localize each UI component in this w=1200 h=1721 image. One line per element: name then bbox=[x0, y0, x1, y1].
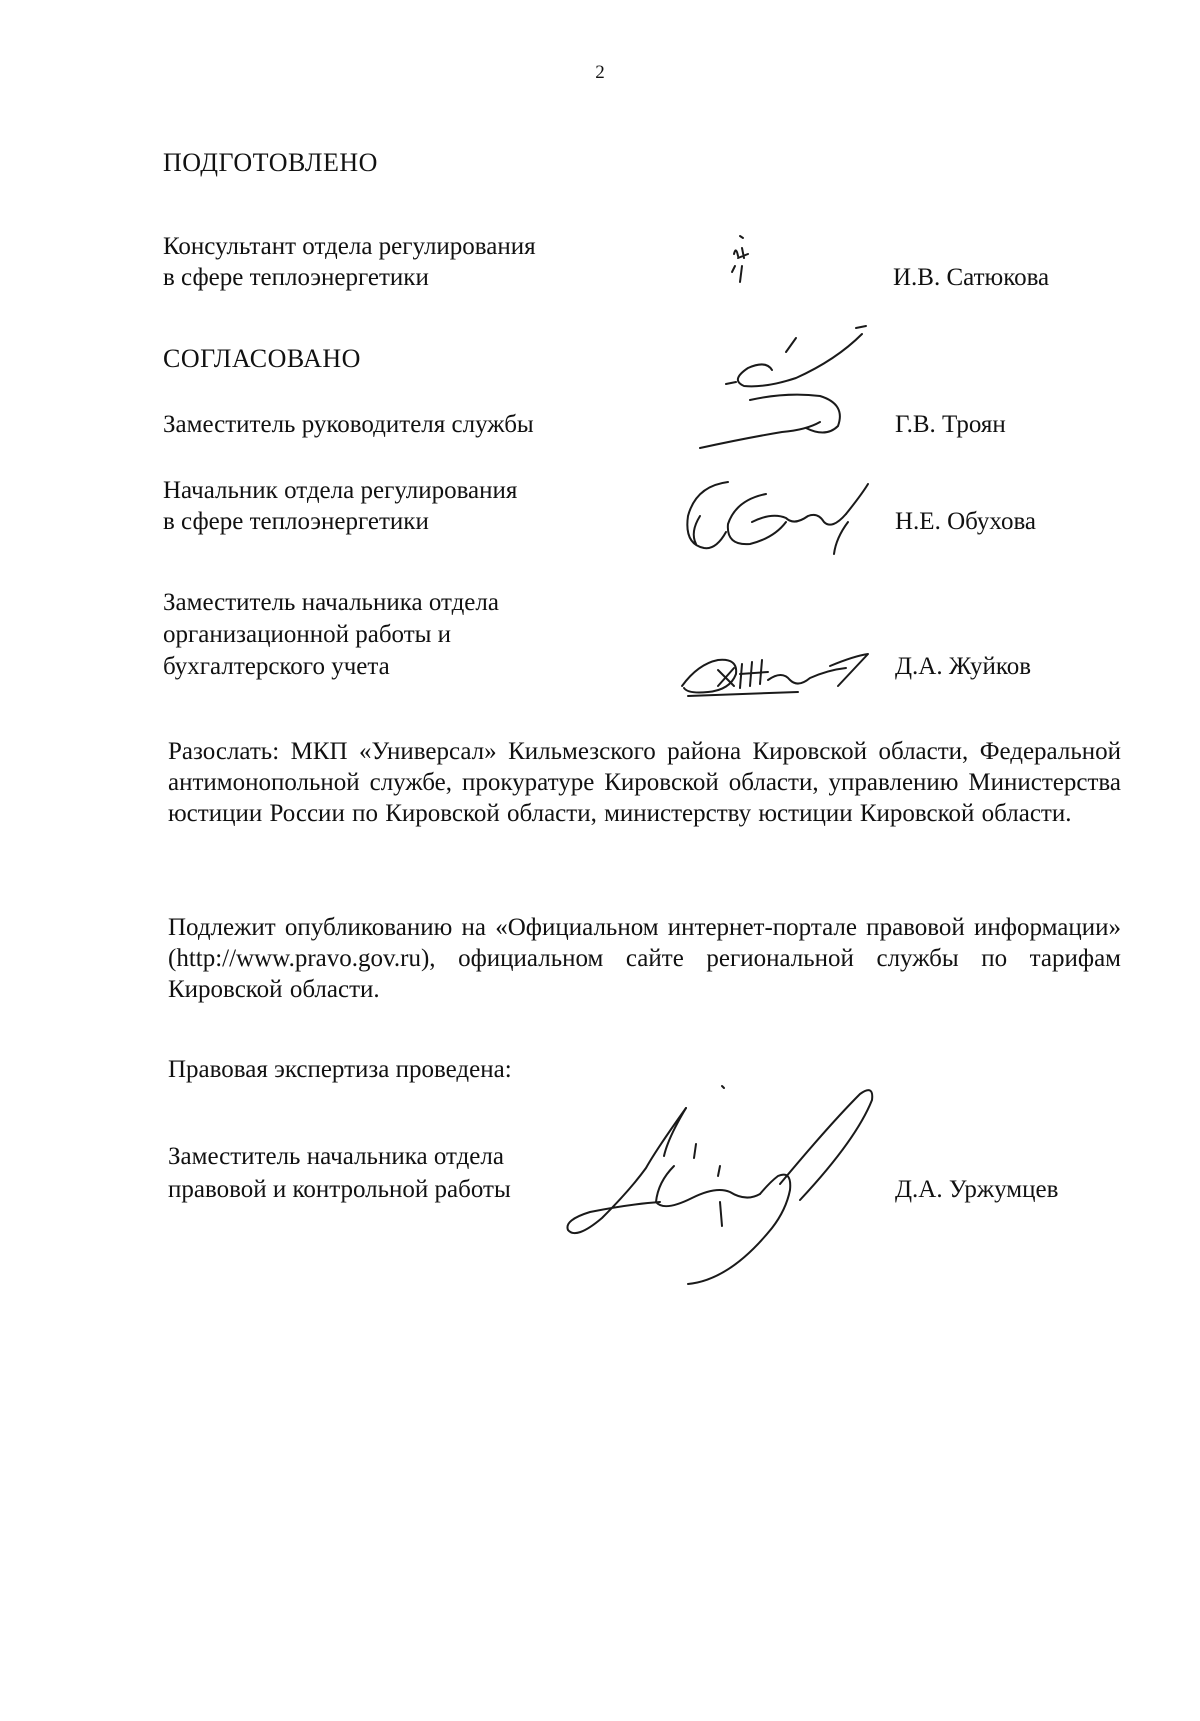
agreed-name-2: Н.Е. Обухова bbox=[895, 508, 1037, 535]
page-number: 2 bbox=[595, 62, 605, 83]
agreed-position-3-line-3: бухгалтерского учета bbox=[163, 653, 390, 680]
agreed-heading: СОГЛАСОВАНО bbox=[163, 344, 361, 373]
prepared-position-line-2: в сфере теплоэнергетики bbox=[163, 264, 429, 291]
prepared-name: И.В. Сатюкова bbox=[893, 264, 1050, 291]
prepared-heading: ПОДГОТОВЛЕНО bbox=[163, 148, 378, 177]
agreed-position-2-line-1: Начальник отдела регулирования bbox=[163, 477, 518, 504]
agreed-name-3: Д.А. Жуйков bbox=[895, 653, 1032, 680]
publication-paragraph: Подлежит опубликованию на «Официальном интернет-портале правовой информации» (http://www.pravo.gov.ru), официальном сайте региональной службы по тарифам Кировской области. bbox=[168, 914, 1121, 1003]
agreed-position-2-line-2: в сфере теплоэнергетики bbox=[163, 508, 429, 535]
agreed-position-1-line-1: Заместитель руководителя службы bbox=[163, 411, 534, 438]
signature-zhuikov bbox=[678, 640, 878, 700]
legal-review-position-line-1: Заместитель начальника отдела bbox=[168, 1143, 504, 1170]
legal-review-name: Д.А. Уржумцев bbox=[895, 1176, 1059, 1203]
agreed-position-3-line-1: Заместитель начальника отдела bbox=[163, 589, 499, 616]
distribution-paragraph: Разослать: МКП «Универсал» Кильмезского района Кировской области, Федеральной антимонопольной службе, прокуратуре Кировской области, управлению Министерства юстиции России по Кировской области, министерству юстиции Кировской области. bbox=[168, 738, 1121, 827]
agreed-name-1: Г.В. Троян bbox=[895, 411, 1006, 438]
signature-troyan bbox=[686, 320, 886, 460]
legal-review-position-line-2: правовой и контрольной работы bbox=[168, 1176, 511, 1203]
signature-satyukova bbox=[722, 232, 762, 292]
agreed-position-3-line-2: организационной работы и bbox=[163, 621, 452, 648]
signature-obukhova bbox=[676, 472, 876, 556]
signature-urzhumtsev bbox=[560, 1080, 890, 1290]
prepared-position-line-1: Консультант отдела регулирования bbox=[163, 233, 536, 260]
legal-review-heading: Правовая экспертиза проведена: bbox=[168, 1056, 512, 1083]
